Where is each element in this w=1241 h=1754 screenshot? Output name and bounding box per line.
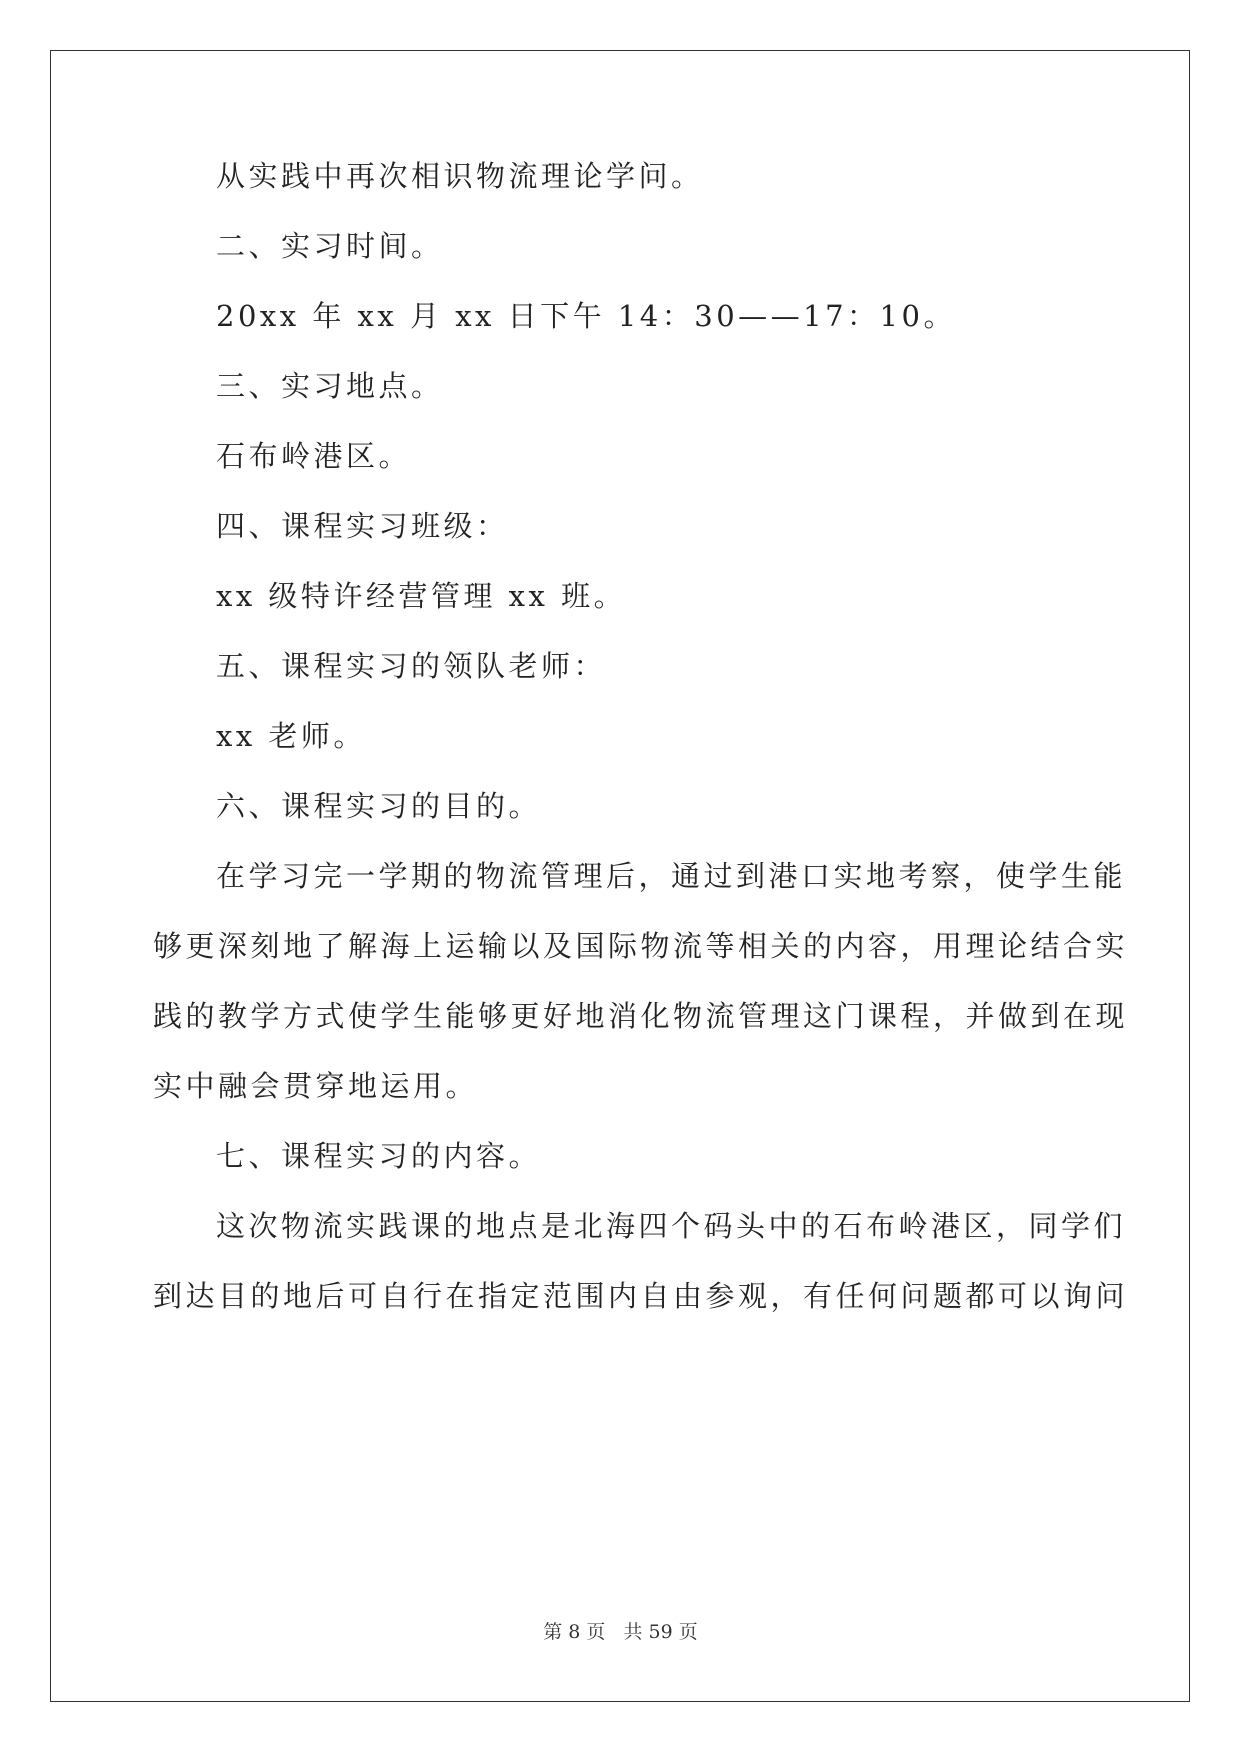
section-heading: 六、课程实习的目的。 — [216, 789, 542, 823]
section-heading: 二、实习时间。 — [216, 229, 444, 263]
paragraph-line: 这次物流实践课的地点是北海四个码头中的石布岭港区，同学们 — [216, 1209, 1127, 1243]
paragraph-line: 够更深刻地了解海上运输以及国际物流等相关的内容，用理论结合实 — [153, 929, 1129, 963]
paragraph-line: 践的教学方式使学生能够更好地消化物流管理这门课程，并做到在现 — [153, 999, 1129, 1033]
text-line: 石布岭港区。 — [216, 439, 412, 473]
section-heading: 五、课程实习的领队老师： — [216, 649, 607, 683]
page-number-total: 共 59 页 — [623, 1621, 698, 1643]
text-line: 从实践中再次相识物流理论学问。 — [216, 159, 704, 193]
paragraph-line: 到达目的地后可自行在指定范围内自由参观，有任何问题都可以询问 — [153, 1279, 1129, 1313]
paragraph-line: 实中融会贯穿地运用。 — [153, 1069, 479, 1103]
section-heading: 七、课程实习的内容。 — [216, 1139, 542, 1173]
paragraph-line: 在学习完一学期的物流管理后，通过到港口实地考察，使学生能 — [216, 859, 1127, 893]
text-line: xx 老师。 — [216, 719, 366, 753]
text-line: xx 级特许经营管理 xx 班。 — [216, 579, 627, 613]
page-footer — [0, 1617, 1241, 1644]
section-heading: 四、课程实习班级： — [216, 509, 509, 543]
text-line: 20xx 年 xx 月 xx 日下午 14：30——17：10。 — [216, 299, 956, 333]
page-number-current: 第 8 页 — [543, 1621, 606, 1643]
section-heading: 三、实习地点。 — [216, 369, 444, 403]
